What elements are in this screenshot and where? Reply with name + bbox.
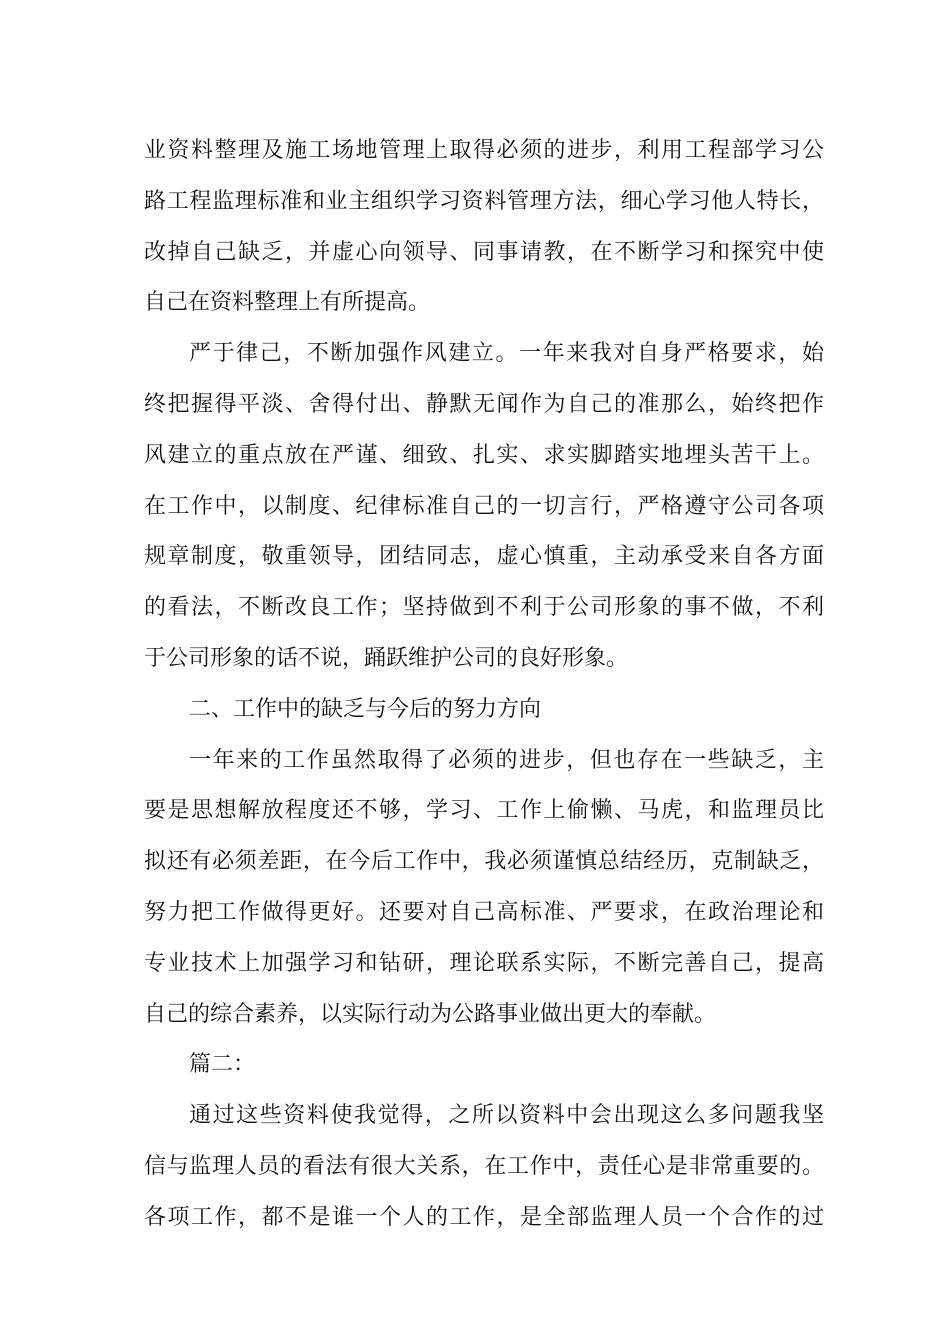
text-line: 在工作中，以制度、纪律标准自己的一切言行，严格遵守公司各项 (144, 493, 824, 519)
text-line: 于公司形象的话不说，踊跃维护公司的良好形象。 (144, 645, 629, 671)
text-line: 风建立的重点放在严谨、细致、扎实、求实脚踏实地埋头苦干上。 (144, 442, 824, 468)
text-line: 拟还有必须差距，在今后工作中，我必须谨慎总结经历，克制缺乏， (144, 849, 824, 875)
text-line: 信与监理人员的看法有很大关系，在工作中，责任心是非常重要的。 (144, 1153, 824, 1179)
text-line: 各项工作，都不是谁一个人的工作，是全部监理人员一个合作的过 (144, 1204, 824, 1230)
text-line: 严于律己，不断加强作风建立。一年来我对自身严格要求，始 (189, 341, 824, 367)
text-line: 要是思想解放程度还不够，学习、工作上偷懒、马虎，和监理员比 (144, 798, 824, 824)
text-line: 的看法，不断改良工作；坚持做到不利于公司形象的事不做，不利 (144, 595, 824, 621)
text-line: 一年来的工作虽然取得了必须的进步，但也存在一些缺乏，主 (189, 747, 824, 773)
text-line: 改掉自己缺乏，并虚心向领导、同事请教，在不断学习和探究中使 (144, 239, 824, 265)
section-heading: 二、工作中的缺乏与今后的努力方向 (189, 696, 542, 722)
text-line: 规章制度，敬重领导，团结同志，虚心慎重，主动承受来自各方面 (144, 544, 824, 570)
text-line: 自己的综合素养，以实际行动为公路事业做出更大的奉献。 (144, 1001, 717, 1027)
text-line: 努力把工作做得更好。还要对自己高标准、严要求，在政治理论和 (144, 899, 824, 925)
text-line: 业资料整理及施工场地管理上取得必须的进步，利用工程部学习公 (144, 138, 824, 163)
text-line: 自己在资料整理上有所提高。 (144, 290, 431, 316)
text-line: 专业技术上加强学习和钻研，理论联系实际，不断完善自己，提高 (144, 950, 824, 976)
section-heading: 篇二： (189, 1052, 256, 1078)
text-line: 终把握得平淡、舍得付出、静默无闻作为自己的准那么，始终把作 (144, 391, 824, 417)
document-body (144, 126, 824, 1244)
text-line: 通过这些资料使我觉得，之所以资料中会出现这么多问题我坚 (189, 1103, 824, 1129)
text-line: 路工程监理标准和业主组织学习资料管理方法，细心学习他人特长， (144, 188, 824, 214)
